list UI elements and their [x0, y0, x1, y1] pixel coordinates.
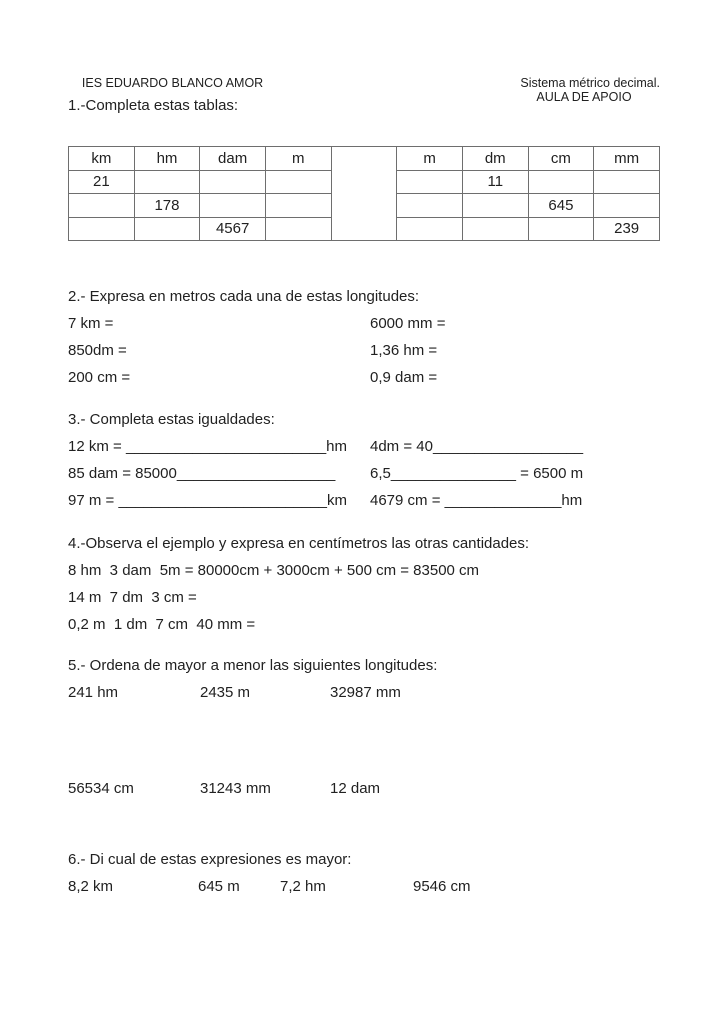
- table-cell: [462, 217, 528, 241]
- table-cell: [397, 194, 463, 218]
- exercise-1-title: 1.-Completa estas tablas:: [68, 97, 239, 114]
- length-item: 31243 mm: [200, 780, 271, 797]
- school-name: IES EDUARDO BLANCO AMOR: [81, 76, 264, 90]
- table-cell: [265, 170, 331, 194]
- table-header-cell: cm: [528, 147, 594, 171]
- exercise-3-title: 3.- Completa estas igualdades:: [68, 411, 275, 428]
- exercise-2-row: [68, 314, 660, 333]
- table-cell: 239: [594, 217, 660, 241]
- table-cell: 645: [528, 194, 594, 218]
- conversion-item: 850dm =: [68, 342, 127, 359]
- table-cell: 11: [462, 170, 528, 194]
- exercise-6-title: 6.- Di cual de estas expresiones es mayor:: [68, 851, 352, 868]
- equality-item: 4679 cm = ______________hm: [370, 492, 583, 509]
- exercise-4-line: 14 m 7 dm 3 cm =: [68, 589, 197, 606]
- length-item: 32987 mm: [330, 684, 401, 701]
- equality-item: 97 m = _________________________km: [68, 492, 347, 509]
- conversion-item: 200 cm =: [68, 369, 131, 386]
- exercise-2-title: 2.- Expresa en metros cada una de estas longitudes:: [68, 288, 420, 305]
- table-cell: [528, 217, 594, 241]
- expression-item: 9546 cm: [413, 878, 471, 895]
- length-item: 12 dam: [330, 780, 381, 797]
- equality-item: 4dm = 40__________________: [370, 438, 584, 455]
- exercise-6-row: [68, 877, 660, 896]
- table-cell: [594, 194, 660, 218]
- expression-item: 8,2 km: [68, 878, 114, 895]
- expression-item: 7,2 hm: [280, 878, 326, 895]
- table-cell: 21: [69, 170, 135, 194]
- exercise-5-title: 5.- Ordena de mayor a menor las siguientes longitudes:: [68, 657, 438, 674]
- equality-item: 12 km = ________________________hm: [68, 438, 347, 455]
- conversion-item: 1,36 hm =: [370, 342, 438, 359]
- subject-label: Sistema métrico decimal.: [520, 76, 660, 90]
- conversion-item: 0,9 dam =: [370, 369, 438, 386]
- exercise-4-line: 0,2 m 1 dm 7 cm 40 mm =: [68, 616, 256, 633]
- exercise-3-row: [68, 464, 660, 483]
- length-item: 241 hm: [68, 684, 119, 701]
- exercise-3-row: [68, 437, 660, 456]
- conversion-table: [68, 146, 660, 241]
- table-cell: 4567: [200, 217, 266, 241]
- table-header-cell: km: [69, 147, 135, 171]
- equality-item: 6,5_______________ = 6500 m: [370, 465, 584, 482]
- table-header-cell: m: [397, 147, 463, 171]
- conversion-item: 7 km =: [68, 315, 114, 332]
- table-header-cell: mm: [594, 147, 660, 171]
- table-cell: [462, 194, 528, 218]
- table-cell: [200, 170, 266, 194]
- table-cell: [134, 217, 200, 241]
- table-header-row: [69, 147, 660, 171]
- table-header-cell: dm: [462, 147, 528, 171]
- table-cell: [200, 194, 266, 218]
- table-cell: [397, 170, 463, 194]
- length-item: 2435 m: [200, 684, 251, 701]
- equality-item: 85 dam = 85000___________________: [68, 465, 336, 482]
- conversion-item: 6000 mm =: [370, 315, 446, 332]
- table-cell: [265, 217, 331, 241]
- unit-label: AULA DE APOIO: [536, 90, 632, 104]
- table-cell: [134, 170, 200, 194]
- table-cell: [69, 194, 135, 218]
- exercise-3-row: [68, 491, 660, 510]
- expression-item: 645 m: [198, 878, 240, 895]
- example-line: 8 hm 3 dam 5m = 80000cm + 3000cm + 500 cm = 83500 cm: [68, 562, 480, 579]
- table-cell: [69, 217, 135, 241]
- length-item: 56534 cm: [68, 780, 134, 797]
- table-cell: 178: [134, 194, 200, 218]
- table-spacer-cell: [331, 147, 397, 241]
- table-cell: [528, 170, 594, 194]
- table-header-cell: hm: [134, 147, 200, 171]
- table-cell: [265, 194, 331, 218]
- exercise-5-row: [68, 683, 660, 702]
- table-header-cell: dam: [200, 147, 266, 171]
- header-right: [500, 62, 660, 118]
- exercise-5-row: [68, 779, 660, 798]
- exercise-4-title: 4.-Observa el ejemplo y expresa en centímetros las otras cantidades:: [68, 535, 530, 552]
- exercise-2-row: [68, 341, 660, 360]
- exercise-2-row: [68, 368, 660, 387]
- table-header-cell: m: [265, 147, 331, 171]
- table-cell: [397, 217, 463, 241]
- table-cell: [594, 170, 660, 194]
